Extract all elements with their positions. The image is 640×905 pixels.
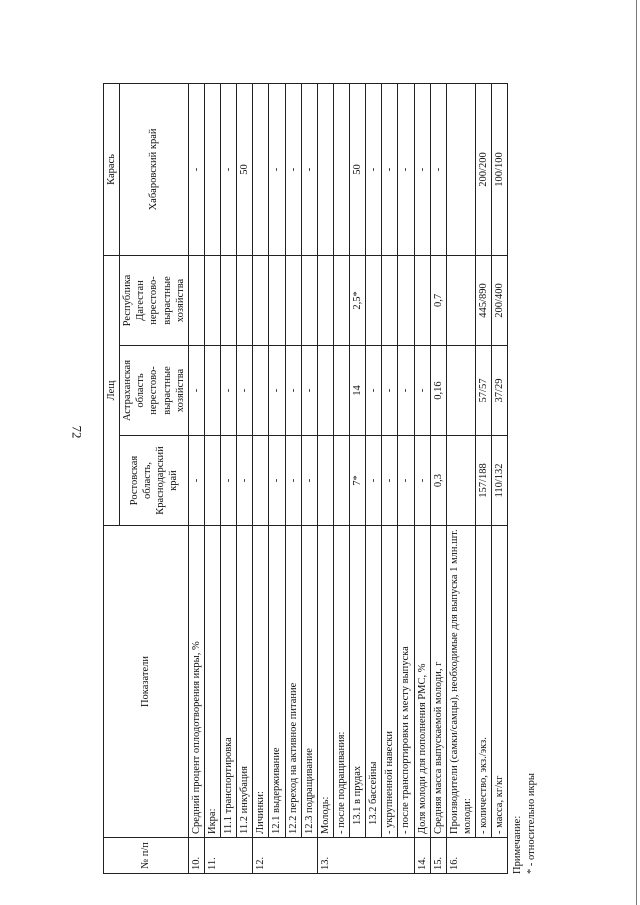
table-row — [476, 83, 492, 873]
row-label: 12.2 переход на активное питание — [285, 526, 301, 838]
table-row — [253, 83, 269, 873]
table-row — [492, 83, 508, 873]
header-khabarovsk: Хабаровский край — [120, 83, 189, 255]
cell: - — [237, 436, 253, 526]
row-label: Личинки: — [253, 526, 269, 838]
table-header-row-1 — [104, 83, 120, 873]
row-label: - масса, кг/кг — [492, 526, 508, 838]
table-row — [204, 83, 220, 873]
table-row — [221, 83, 237, 873]
cell: - — [430, 83, 446, 255]
cell: - — [398, 83, 414, 255]
cell: - — [366, 436, 382, 526]
cell — [382, 255, 398, 345]
row-label: Икра: — [204, 526, 220, 838]
row-num: 11. — [204, 838, 252, 874]
cell: 200/400 — [492, 255, 508, 345]
row-label: 11.2 инкубация — [237, 526, 253, 838]
cell: - — [269, 346, 285, 436]
cell: 37/29 — [492, 346, 508, 436]
cell: - — [285, 346, 301, 436]
table-row — [430, 83, 446, 873]
cell: - — [398, 346, 414, 436]
page-edge-line — [636, 0, 637, 905]
table-row — [350, 83, 366, 873]
note-line: * - относительно икры — [525, 773, 537, 874]
table-row — [188, 83, 204, 873]
table-row — [285, 83, 301, 873]
cell: - — [301, 83, 317, 255]
cell: 0,3 — [430, 436, 446, 526]
cell: - — [382, 83, 398, 255]
cell: 157/188 — [476, 436, 492, 526]
cell: 200/200 — [476, 83, 492, 255]
row-num: 14. — [414, 838, 430, 874]
cell: - — [414, 436, 430, 526]
cell: 100/100 — [492, 83, 508, 255]
cell: 445/890 — [476, 255, 492, 345]
row-label: 12.3 подращивание — [301, 526, 317, 838]
table-row — [382, 83, 398, 873]
cell — [221, 255, 237, 345]
cell: - — [366, 83, 382, 255]
cell: - — [221, 83, 237, 255]
cell: 50 — [237, 83, 253, 255]
table-note — [511, 84, 538, 874]
cell — [188, 255, 204, 345]
cell: - — [414, 83, 430, 255]
header-dagestan: Республика Дагестан нерестово-вырастные хозяйства — [120, 255, 189, 345]
cell: 0,7 — [430, 255, 446, 345]
note-title: Примечание: — [512, 815, 524, 874]
cell: - — [188, 436, 204, 526]
row-label: 13.1 в прудах — [350, 526, 366, 838]
cell: 110/132 — [492, 436, 508, 526]
row-num: 15. — [430, 838, 446, 874]
table-row — [366, 83, 382, 873]
table-row — [414, 83, 430, 873]
header-rostov: Ростовская область, Краснодарский край — [120, 436, 189, 526]
cell — [414, 255, 430, 345]
row-label: - укрупненной навески — [382, 526, 398, 838]
table-row — [269, 83, 285, 873]
row-label: 11.1 транспортировка — [221, 526, 237, 838]
cell: - — [221, 436, 237, 526]
cell — [285, 255, 301, 345]
cell: - — [398, 436, 414, 526]
row-label: - после транспортировки к месту выпуска — [398, 526, 414, 838]
table-row — [301, 83, 317, 873]
cell: 7* — [350, 436, 366, 526]
row-label: 12.1 выдерживание — [269, 526, 285, 838]
cell: - — [269, 83, 285, 255]
cell: - — [382, 346, 398, 436]
row-num: 13. — [317, 838, 414, 874]
header-indicator: Показатели — [104, 526, 189, 838]
cell: - — [237, 346, 253, 436]
row-label: 13.2 бассейны — [366, 526, 382, 838]
row-num: 16. — [446, 838, 508, 874]
cell — [237, 255, 253, 345]
cell: - — [301, 346, 317, 436]
cell: - — [285, 436, 301, 526]
cell: - — [414, 346, 430, 436]
cell — [398, 255, 414, 345]
cell: - — [269, 436, 285, 526]
cell: - — [366, 346, 382, 436]
row-label: Производители (самки/самцы), необходимые для выпуска 1 млн.шт. молоди: — [446, 526, 475, 838]
fish-breeding-table — [103, 83, 508, 874]
row-label: - количество, экз./экз. — [476, 526, 492, 838]
table-row — [398, 83, 414, 873]
cell: - — [188, 346, 204, 436]
table-row — [333, 83, 349, 873]
table-row — [237, 83, 253, 873]
header-num: № п/п — [104, 838, 189, 874]
row-label: Средний процент оплодотворения икры, % — [188, 526, 204, 838]
cell: 0,16 — [430, 346, 446, 436]
cell: - — [221, 346, 237, 436]
cell — [269, 255, 285, 345]
table-row — [317, 83, 333, 873]
rotated-table-page — [103, 84, 537, 874]
row-num: 10. — [188, 838, 204, 874]
cell: - — [301, 436, 317, 526]
cell: - — [382, 436, 398, 526]
row-label: - после подращивания: — [333, 526, 349, 838]
cell: 57/57 — [476, 346, 492, 436]
cell — [301, 255, 317, 345]
row-num: 12. — [253, 838, 318, 874]
table-row — [446, 83, 475, 873]
cell: 2,5* — [350, 255, 366, 345]
header-astrakhan: Астраханская область нерестово-вырастные хозяйства — [120, 346, 189, 436]
page-number: 72 — [69, 425, 85, 439]
header-lesh: Лещ — [104, 255, 120, 525]
cell: 50 — [350, 83, 366, 255]
row-label: Средняя масса выпускаемой молоди, г — [430, 526, 446, 838]
cell: - — [285, 83, 301, 255]
row-label: Доля молоди для пополнения РМС, % — [414, 526, 430, 838]
cell: 14 — [350, 346, 366, 436]
cell — [366, 255, 382, 345]
row-label: Молодь: — [317, 526, 333, 838]
cell: - — [188, 83, 204, 255]
header-karas: Карась — [104, 83, 120, 255]
